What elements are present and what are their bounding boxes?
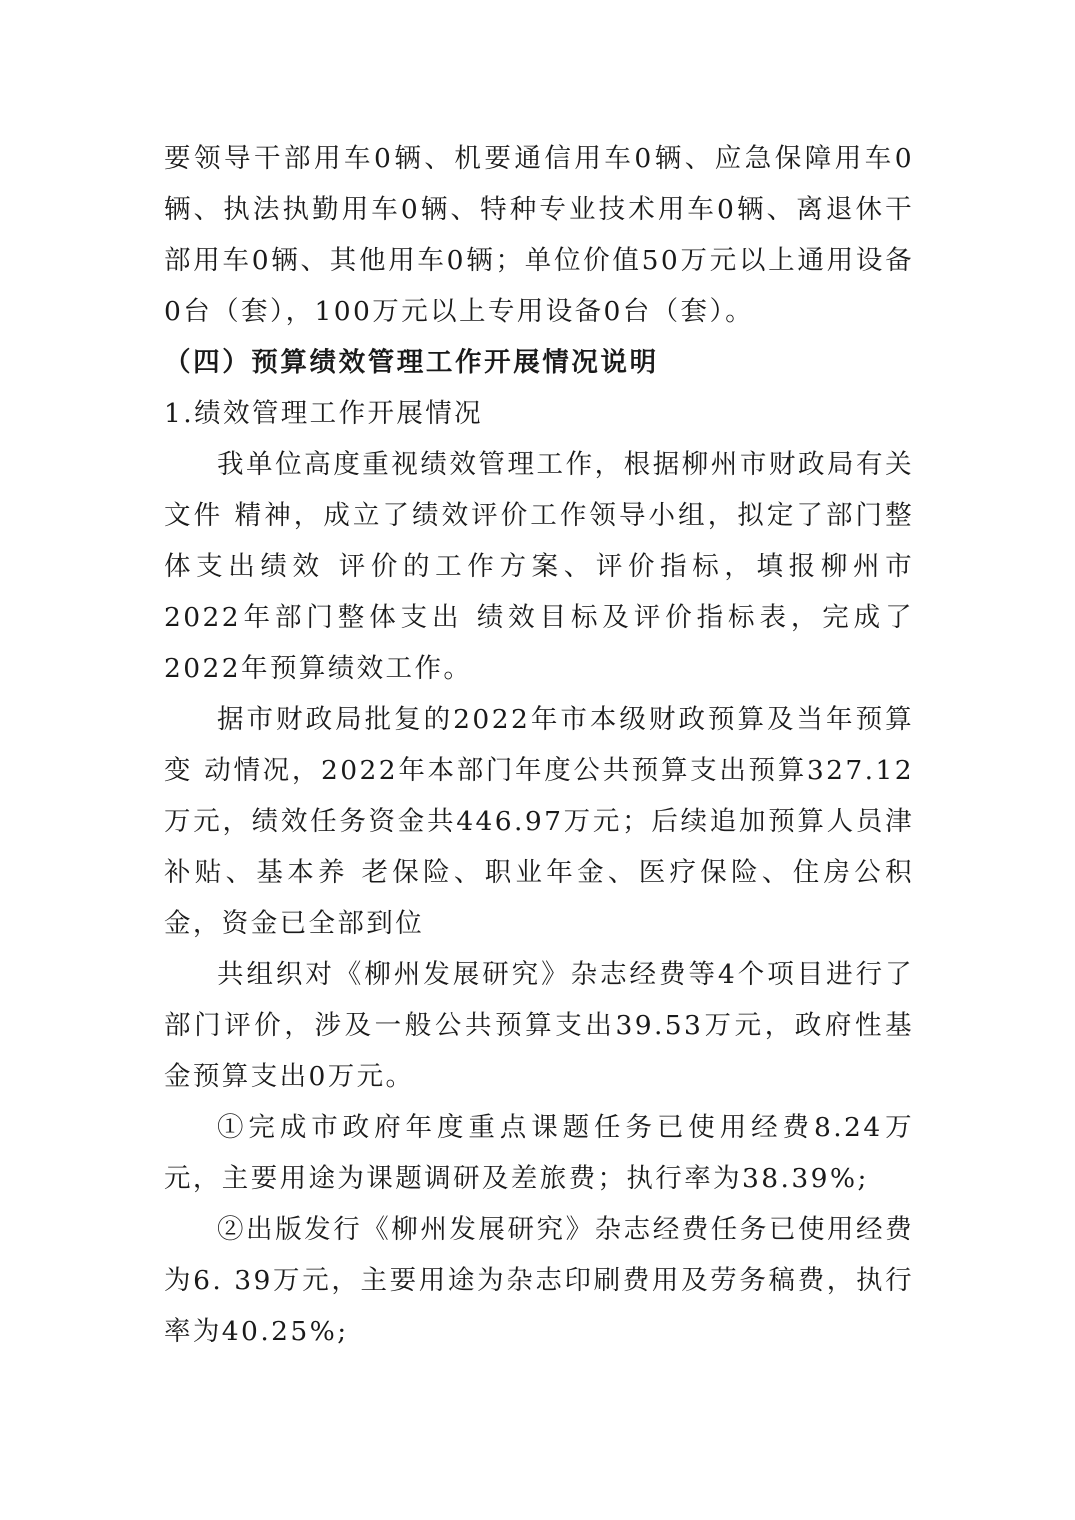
paragraph-item-2: ②出版发行《柳州发展研究》杂志经费任务已使用经费为6. 39万元，主要用途为杂志印刷费用及劳务稿费，执行率为40.25%; (164, 1214, 914, 1347)
document-body (164, 133, 914, 1357)
paragraph-performance-work: 我单位高度重视绩效管理工作，根据柳州市财政局有关文件 精神，成立了绩效评价工作领导小组，拟定了部门整体支出绩效 评价的工作方案、评价指标，填报柳州市2022年部门整体支出 绩效目标及评价指标表，完成了2022年预算绩效工作。 (164, 449, 914, 684)
paragraph-budget: 据市财政局批复的2022年市本级财政预算及当年预算变 动情况，2022年本部门年度公共预算支出预算327.12万元，绩效任务资金共446.97万元；后续追加预算人员津补贴、基本养 老保险、职业年金、医疗保险、住房公积金，资金已全部到位 (164, 704, 914, 939)
subheading-performance: 1.绩效管理工作开展情况 (164, 398, 484, 429)
paragraph-vehicles: 要领导干部用车0辆、机要通信用车0辆、应急保障用车0辆、执法执勤用车0辆、特种专业技术用车0辆、离退休干部用车0辆、其他用车0辆；单位价值50万元以上通用设备0台（套），100万元以上专用设备0台（套）。 (164, 143, 914, 327)
section-heading: （四）预算绩效管理工作开展情况说明 (164, 347, 659, 378)
paragraph-evaluation: 共组织对《柳州发展研究》杂志经费等4个项目进行了部门评价，涉及一般公共预算支出39.53万元，政府性基金预算支出0万元。 (164, 959, 914, 1092)
paragraph-item-1: ①完成市政府年度重点课题任务已使用经费8.24万元，主要用途为课题调研及差旅费；执行率为38.39%; (164, 1112, 914, 1194)
